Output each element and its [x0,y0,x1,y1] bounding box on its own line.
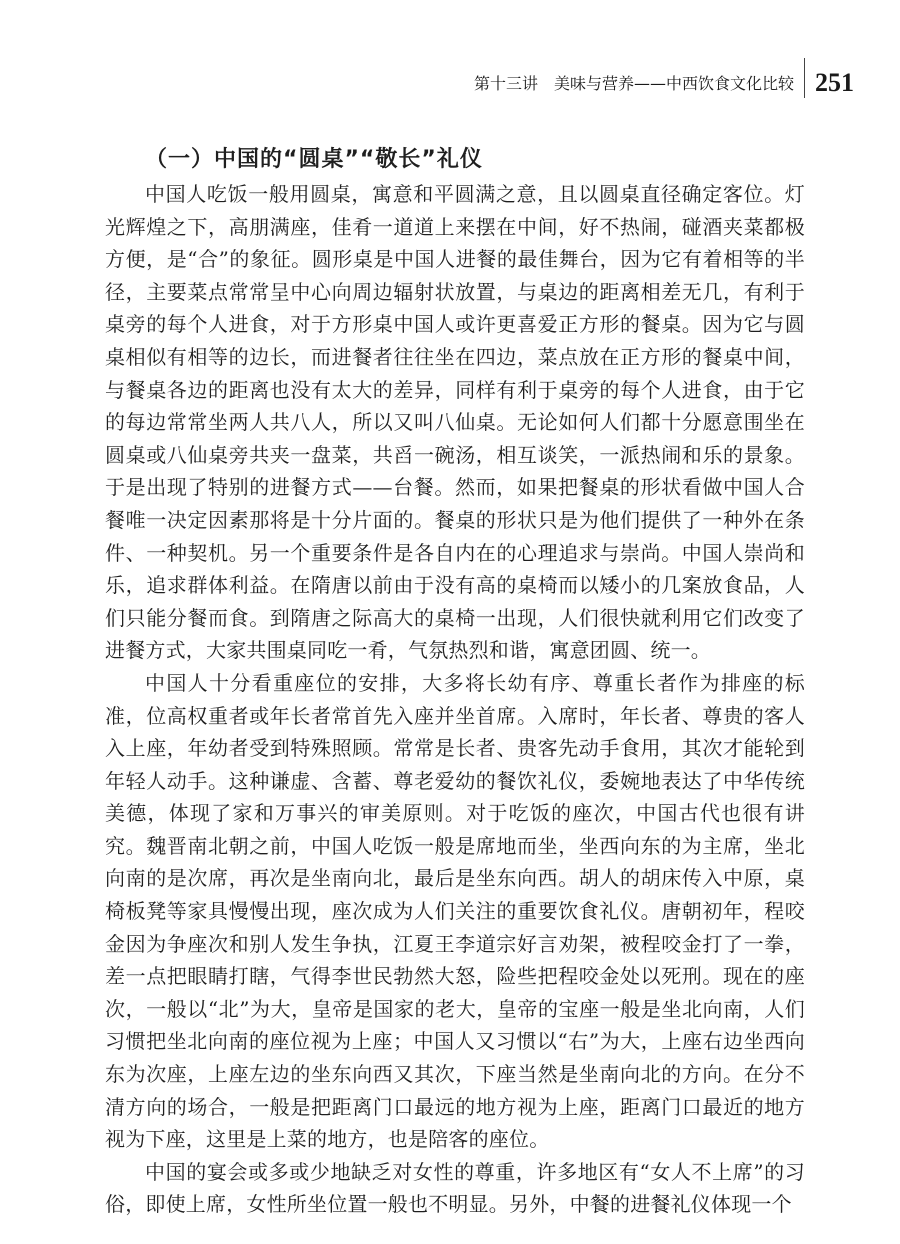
chapter-title: 第十三讲 美味与营养——中西饮食文化比较 [473,74,794,93]
page-number: 251 [815,68,854,97]
paragraph-women-at-table: 中国的宴会或多或少地缺乏对女性的尊重，许多地区有“女人不上席”的习俗，即使上席，女性所坐位置一般也不明显。另外，中餐的进餐礼仪体现一个 [105,1159,805,1217]
running-header [474,58,854,98]
section-heading: （一）中国的“圆桌”“敬长”礼仪 [145,147,483,172]
header-divider [804,58,805,98]
body-text [105,178,805,1221]
paragraph-seating-order: 中国人十分看重座位的安排，大多将长幼有序、尊重长者作为排座的标准，位高权重者或年长者常首先入座并坐首席。入席时，年长者、尊贵的客人入上座，年幼者受到特殊照顾。常常是长者、贵客先动手食用，其次才能轮到年轻人动手。这种谦虚、含蓄、尊老爱幼的餐饮礼仪，委婉地表达了中华传统美德，体现了家和万事兴的审美原则。对于吃饭的座次，中国古代也很有讲究。魏晋南北朝之前，中国人吃饭一般是席地而坐，坐西向东的为主席，坐北向南的是次席，再次是坐南向北，最后是坐东向西。胡人的胡床传入中原，桌椅板凳等家具慢慢出现，座次成为人们关注的重要饮食礼仪。唐朝初年，程咬金因为争座次和别人发生争执，江夏王李道宗好言劝架，被程咬金打了一拳，差一点把眼睛打瞎，气得李世民勃然大怒，险些把程咬金处以死刑。现在的座次，一般以“北”为大，皇帝是国家的老大，皇帝的宝座一般是坐北向南，人们习惯把坐北向南的座位视为上座；中国人又习惯以“右”为大，上座右边坐西向东为次座，上座左边的坐东向西又其次，下座当然是坐南向北的方向。在分不清方向的场合，一般是把距离门口最远的地方视为上座，距离门口最近的地方视为下座，这里是上菜的地方，也是陪客的座位。 [105,670,805,1152]
paragraph-round-table: 中国人吃饭一般用圆桌，寓意和平圆满之意，且以圆桌直径确定客位。灯光辉煌之下，高朋满座，佳肴一道道上来摆在中间，好不热闹，碰酒夹菜都极方便，是“合”的象征。圆形桌是中国人进餐的最佳舞台，因为它有着相等的半径，主要菜点常常呈中心向周边辐射状放置，与桌边的距离相差无几，有利于桌旁的每个人进食，对于方形桌中国人或许更喜爱正方形的餐桌。因为它与圆桌相似有相等的边长，而进餐者往往坐在四边，菜点放在正方形的餐桌中间，与餐桌各边的距离也没有太大的差异，同样有利于桌旁的每个人进食，由于它的每边常常坐两人共八人，所以又叫八仙桌。无论如何人们都十分愿意围坐在圆桌或八仙桌旁共夹一盘菜，共舀一碗汤，相互谈笑，一派热闹和乐的景象。于是出现了特别的进餐方式——台餐。然而，如果把餐桌的形状看做中国人合餐唯一决定因素那将是十分片面的。餐桌的形状只是为他们提供了一种外在条件、一种契机。另一个重要条件是各自内在的心理追求与崇尚。中国人崇尚和乐，追求群体利益。在隋唐以前由于没有高的桌椅而以矮小的几案放食品，人们只能分餐而食。到隋唐之际高大的桌椅一出现，人们很快就利用它们改变了进餐方式，大家共围桌同吃一肴，气氛热烈和谐，寓意团圆、统一。 [105,182,805,663]
